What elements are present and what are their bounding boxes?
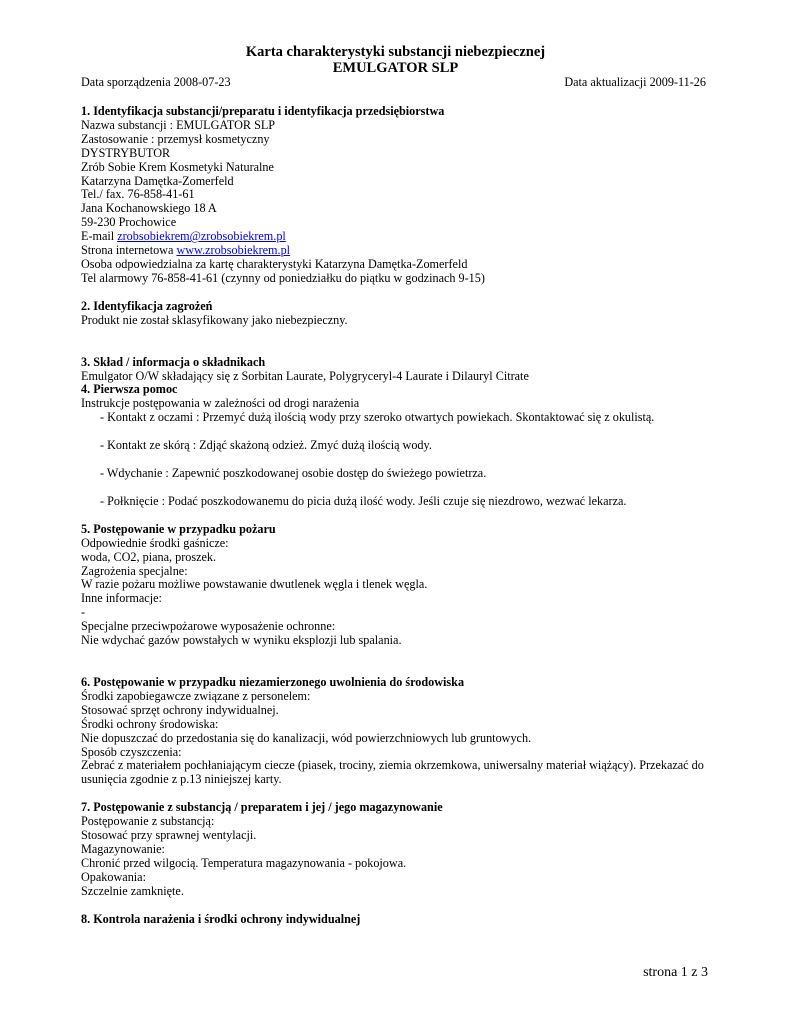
section-3-line: Emulgator O/W składający się z Sorbitan Laurate, Polygryceryl-4 Laurate i Dilauryl Citrate <box>81 368 529 383</box>
section-1-line: Katarzyna Damętka-Zomerfeld <box>81 173 234 188</box>
section-7-line: Stosować przy sprawnej wentylacji. <box>81 828 257 843</box>
section-6-heading: 6. Postępowanie w przypadku niezamierzonego uwolnienia do środowiska <box>81 675 465 689</box>
created-date: Data sporządzenia 2008-07-23 <box>81 75 231 89</box>
section-3-heading: 3. Skład / informacja o składnikach <box>81 354 266 369</box>
section-7-line: Opakowania: <box>81 869 146 884</box>
section-6-line: usunięcia zgodnie z p.13 niniejszej karty. <box>81 772 282 787</box>
section-1-line: Zrób Sobie Krem Kosmetyki Naturalne <box>81 159 274 174</box>
section-7-line: Magazynowanie: <box>81 841 165 856</box>
section-1-line: Tel alarmowy 76-858-41-61 (czynny od poniedziałku do piątku w godzinach 9-15) <box>81 270 485 285</box>
document-title: Karta charakterystyki substancji niebezpiecznej <box>245 44 546 60</box>
first-aid-inhalation: - Wdychanie : Zapewnić poszkodowanej osobie dostęp do świeżego powietrza. <box>100 466 487 481</box>
section-6-line: Środki ochrony środowiska: <box>81 716 219 731</box>
section-1-line: Tel./ fax. 76-858-41-61 <box>81 187 195 202</box>
section-1-heading: 1. Identyfikacja substancji/preparatu i identyfikacja przedsiębiorstwa <box>81 104 445 118</box>
email-line <box>81 230 713 244</box>
page-number: strona 1 z 3 <box>643 965 708 980</box>
section-1-line: Nazwa substancji : EMULGATOR SLP <box>81 117 276 132</box>
first-aid-eyes: - Kontakt z oczami : Przemyć dużą ilością wody przy szeroko otwartych powiekach. Skontaktować się z okulistą. <box>100 410 655 425</box>
website-line <box>81 244 713 258</box>
website-link[interactable]: www.zrobsobiekrem.pl <box>176 243 291 258</box>
section-5-line: woda, CO2, piana, proszek. <box>81 549 217 564</box>
website-label: Strona internetowa <box>81 243 177 258</box>
section-1-line: Osoba odpowiedzialna za kartę charakterystyki Katarzyna Damętka-Zomerfeld <box>81 256 468 271</box>
document-header <box>0 44 791 76</box>
section-5-line: Zagrożenia specjalne: <box>81 563 188 578</box>
section-7-line: Postępowanie z substancją: <box>81 814 215 829</box>
section-1-line: DYSTRYBUTOR <box>81 145 171 160</box>
section-4-heading: 4. Pierwsza pomoc <box>81 382 178 397</box>
updated-date: Data aktualizacji 2009-11-26 <box>564 75 706 89</box>
first-aid-swallowing: - Połknięcie : Podać poszkodowanemu do picia dużą ilość wody. Jeśli czuje się niezdrowo, wezwać lekarza. <box>100 493 627 508</box>
section-5-line: Nie wdychać gazów powstałych w wyniku eksplozji lub spalania. <box>81 633 402 648</box>
section-6-line: Sposób czyszczenia: <box>81 744 182 759</box>
product-name: EMULGATOR SLP <box>332 60 459 76</box>
section-6-line: Środki zapobiegawcze związane z personelem: <box>81 688 311 703</box>
section-2-heading: 2. Identyfikacja zagrożeń <box>81 298 213 313</box>
section-6-line: Zebrać z materiałem pochłaniającym ciecze (piasek, trociny, ziemia okrzemkowa, uniwersalny materiał wiążący). Przekazać do <box>81 758 704 773</box>
section-1-line: Zastosowanie : przemysł kosmetyczny <box>81 131 270 146</box>
section-4-line: Instrukcje postępowania w zależności od drogi narażenia <box>81 396 360 411</box>
section-5-line: W razie pożaru możliwe powstawanie dwutlenek węgla i tlenek węgla. <box>81 577 428 592</box>
section-6-line: Stosować sprzęt ochrony indywidualnej. <box>81 702 279 717</box>
section-7-heading: 7. Postępowanie z substancją / preparatem i jej / jego magazynowanie <box>81 800 443 815</box>
email-link[interactable]: zrobsobiekrem@zrobsobiekrem.pl <box>117 229 286 244</box>
section-5-heading: 5. Postępowanie w przypadku pożaru <box>81 521 276 536</box>
section-1-line: 59-230 Prochowice <box>81 215 177 230</box>
document-body <box>81 105 713 927</box>
first-aid-skin: - Kontakt ze skórą : Zdjąć skażoną odzież. Zmyć dużą ilością wody. <box>100 438 432 453</box>
section-1-line: Jana Kochanowskiego 18 A <box>81 201 217 216</box>
section-7-line: Szczelnie zamknięte. <box>81 883 184 898</box>
section-5-line: Inne informacje: <box>81 591 162 606</box>
section-8-heading: 8. Kontrola narażenia i środki ochrony indywidualnej <box>81 911 361 926</box>
section-5-line: Specjalne przeciwpożarowe wyposażenie ochronne: <box>81 619 336 634</box>
email-label: E-mail <box>81 229 118 244</box>
section-7-line: Chronić przed wilgocią. Temperatura magazynowania - pokojowa. <box>81 855 407 870</box>
section-5-line: - <box>81 605 86 620</box>
section-6-line: Nie dopuszczać do przedostania się do kanalizacji, wód powierzchniowych lub gruntowych. <box>81 730 532 745</box>
section-2-line: Produkt nie został sklasyfikowany jako niebezpieczny. <box>81 312 348 327</box>
section-5-line: Odpowiednie środki gaśnicze: <box>81 535 229 550</box>
